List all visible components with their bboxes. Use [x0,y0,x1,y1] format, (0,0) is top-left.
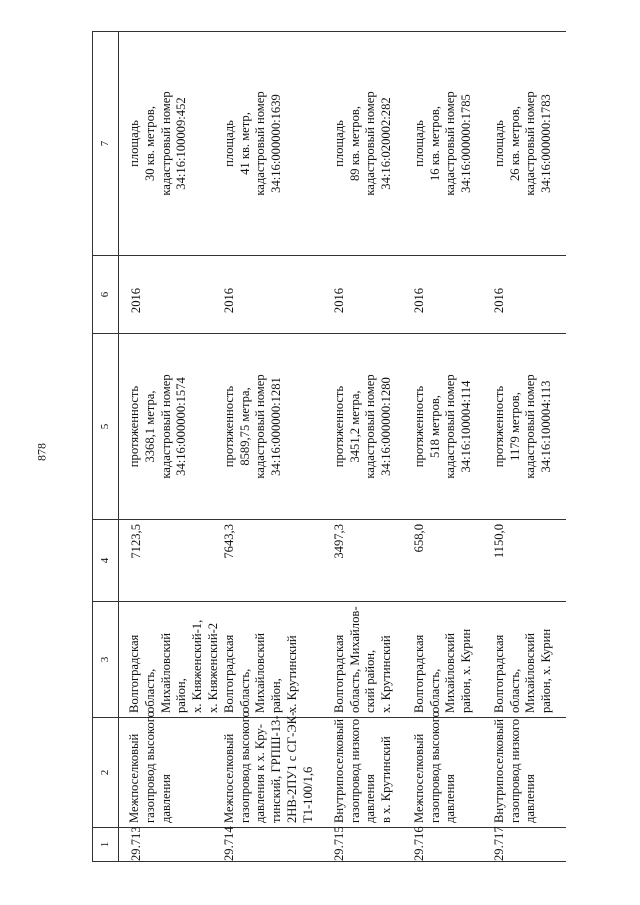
object-value: 3497,3 [332,520,412,602]
object-characteristics-line: 34:16:000000:1281 [269,377,284,476]
land-plot-info [127,32,222,256]
property-register-table [92,31,566,862]
column-header: 5 [93,334,119,520]
row-number: 29.713 [127,828,222,862]
column-header: 6 [93,256,119,334]
object-address-line: Волгоградская [331,634,346,713]
object-name [492,718,566,828]
table-body [119,32,566,862]
object-characteristics-line: кадастровый номер [253,374,268,479]
object-characteristics-line: протяженность [411,385,426,468]
table-row [332,32,412,862]
object-name-line: газопровод высокого [237,711,252,823]
object-address [492,602,566,718]
object-characteristics-line: 34:16:100004:114 [459,380,474,473]
object-characteristics [492,334,566,520]
land-plot-info [332,32,412,256]
object-name-line: давления [523,774,538,823]
land-plot-info-line: кадастровый номер [443,91,458,196]
column-header: 4 [93,520,119,602]
object-address-line: Михайловский [443,632,458,713]
object-year: 2016 [127,256,222,334]
object-address-line: район, х. Курин [539,628,554,713]
object-address-line: район, [269,678,284,713]
object-address-line: область, [142,668,157,713]
object-value: 1150,0 [492,520,566,602]
land-plot-info-line: 89 кв. метров, [347,106,362,182]
land-plot-info-line: 34:16:020002:282 [379,97,394,190]
land-plot-info-line: площадь [221,120,236,167]
object-address-line: х. Княженский-2 [205,622,220,713]
object-address-line: область, [507,668,522,713]
land-plot-info-line: 16 кв. метров, [427,106,442,182]
land-plot-info [412,32,492,256]
rotated-table-container [92,32,607,862]
header-row [93,32,119,862]
land-plot-info-line: кадастровый номер [523,91,538,196]
column-header: 7 [93,32,119,256]
object-name [332,718,412,828]
object-characteristics-line: 3368,1 метра, [142,390,157,463]
object-year: 2016 [332,256,412,334]
land-plot-info-line: 34:16:000000:1639 [269,94,284,193]
object-name-line: давления [158,774,173,823]
object-characteristics-line: 34:16:000000:1574 [174,377,189,476]
object-year: 2016 [412,256,492,334]
object-address-line: область, [237,668,252,713]
object-name-line: Межпоселковый [127,733,141,823]
column-header: 2 [93,718,119,828]
table-row [492,32,566,862]
object-address-line: х. Княженский-1, [190,619,205,713]
object-name-line: тинский, ГРПШ-13- [269,715,284,823]
object-address-line: х. Крутинский [284,635,299,713]
object-name-line: в х. Крутинский [379,736,394,823]
land-plot-info [492,32,566,256]
land-plot-info-line: кадастровый номер [363,91,378,196]
land-plot-info-line: площадь [411,120,426,167]
row-number: 29.716 [412,828,492,862]
object-name-line: Межпоселковый [411,733,426,823]
object-address-line: область, Михайлов- [347,606,362,713]
table-row [412,32,492,862]
object-characteristics-line: протяженность [331,385,346,468]
object-name-line: Внутрипоселковый [491,718,506,823]
object-value: 7123,5 [127,520,222,602]
object-characteristics [412,334,492,520]
object-characteristics-line: кадастровый номер [363,374,378,479]
object-characteristics-line: 8589,75 метра, [237,387,252,466]
object-characteristics-line: протяженность [221,385,236,468]
land-plot-info-line: 30 кв. метров, [142,106,157,182]
object-address [332,602,412,718]
row-number: 29.717 [492,828,566,862]
object-year: 2016 [492,256,566,334]
object-name [221,711,332,828]
object-name-line: Внутрипоселковый [331,718,346,823]
object-characteristics-line: 34:16:100004:113 [539,380,554,473]
object-characteristics-line: 3451,2 метра, [347,390,362,463]
object-address-line: Михайловский [253,632,268,713]
land-plot-info-line: площадь [491,120,506,167]
object-address-line: ский район, [363,649,378,713]
row-number: 29.715 [332,828,412,862]
object-name-line: давления [363,774,378,823]
row-number: 29.714 [222,828,332,862]
table-row [127,32,222,862]
object-address-line: х. Крутинский [379,635,394,713]
object-characteristics-line: кадастровый номер [443,374,458,479]
object-name-line: 2НВ-2ПУ1 с СГ-ЭК- [284,711,299,823]
object-characteristics [222,334,332,520]
object-name-line: давления [443,774,458,823]
spacer-row [119,32,128,862]
land-plot-info-line: кадастровый номер [253,91,268,196]
object-name [127,711,222,828]
object-characteristics [332,334,412,520]
land-plot-info [222,32,332,256]
table-row [222,32,332,862]
object-address-line: Волгоградская [127,634,141,713]
object-address-line: Волгоградская [221,634,236,713]
object-name-line: Т1-100/1,6 [300,766,315,823]
column-header: 3 [93,602,119,718]
object-address-line: район, [174,678,189,713]
object-value: 7643,3 [222,520,332,602]
object-characteristics-line: протяженность [127,385,141,468]
page-number: 878 [34,443,49,461]
object-name [411,711,492,828]
object-characteristics-line: 1179 метров, [507,392,522,461]
table-header [93,32,119,862]
land-plot-info-line: площадь [127,120,141,167]
object-address-line: область, [427,668,442,713]
object-name-line: газопровод высокого [427,711,442,823]
land-plot-info-line: 26 кв. метров, [507,106,522,182]
object-address-line: Михайловский [523,632,538,713]
land-plot-info-line: 41 кв. метр, [237,112,252,175]
object-address-line: район, х. Курин [459,628,474,713]
object-characteristics-line: кадастровый номер [523,374,538,479]
column-header: 1 [93,828,119,862]
object-value: 658,0 [412,520,492,602]
object-characteristics [127,334,222,520]
land-plot-info-line: 34:16:100009:452 [174,97,189,190]
object-address-line: Волгоградская [411,634,426,713]
object-address-line: Михайловский [158,632,173,713]
land-plot-info-line: площадь [331,120,346,167]
object-name-line: газопровод высокого [142,711,157,823]
object-address [222,602,332,718]
object-characteristics-line: кадастровый номер [158,374,173,479]
object-name-line: Межпоселковый [221,733,236,823]
object-address [412,602,492,718]
object-address-line: Волгоградская [491,634,506,713]
land-plot-info-line: 34:16:000000:1785 [459,94,474,193]
land-plot-info-line: кадастровый номер [158,91,173,196]
object-name-line: газопровод низкого [507,718,522,823]
object-year: 2016 [222,256,332,334]
object-address [127,602,222,718]
land-plot-info-line: 34:16:000000:1783 [539,94,554,193]
object-name-line: газопровод низкого [347,718,362,823]
object-characteristics-line: 34:16:000000:1280 [379,377,394,476]
object-characteristics-line: протяженность [491,385,506,468]
object-name-line: давления к х. Кру- [253,724,268,823]
object-characteristics-line: 518 метров, [427,395,442,458]
